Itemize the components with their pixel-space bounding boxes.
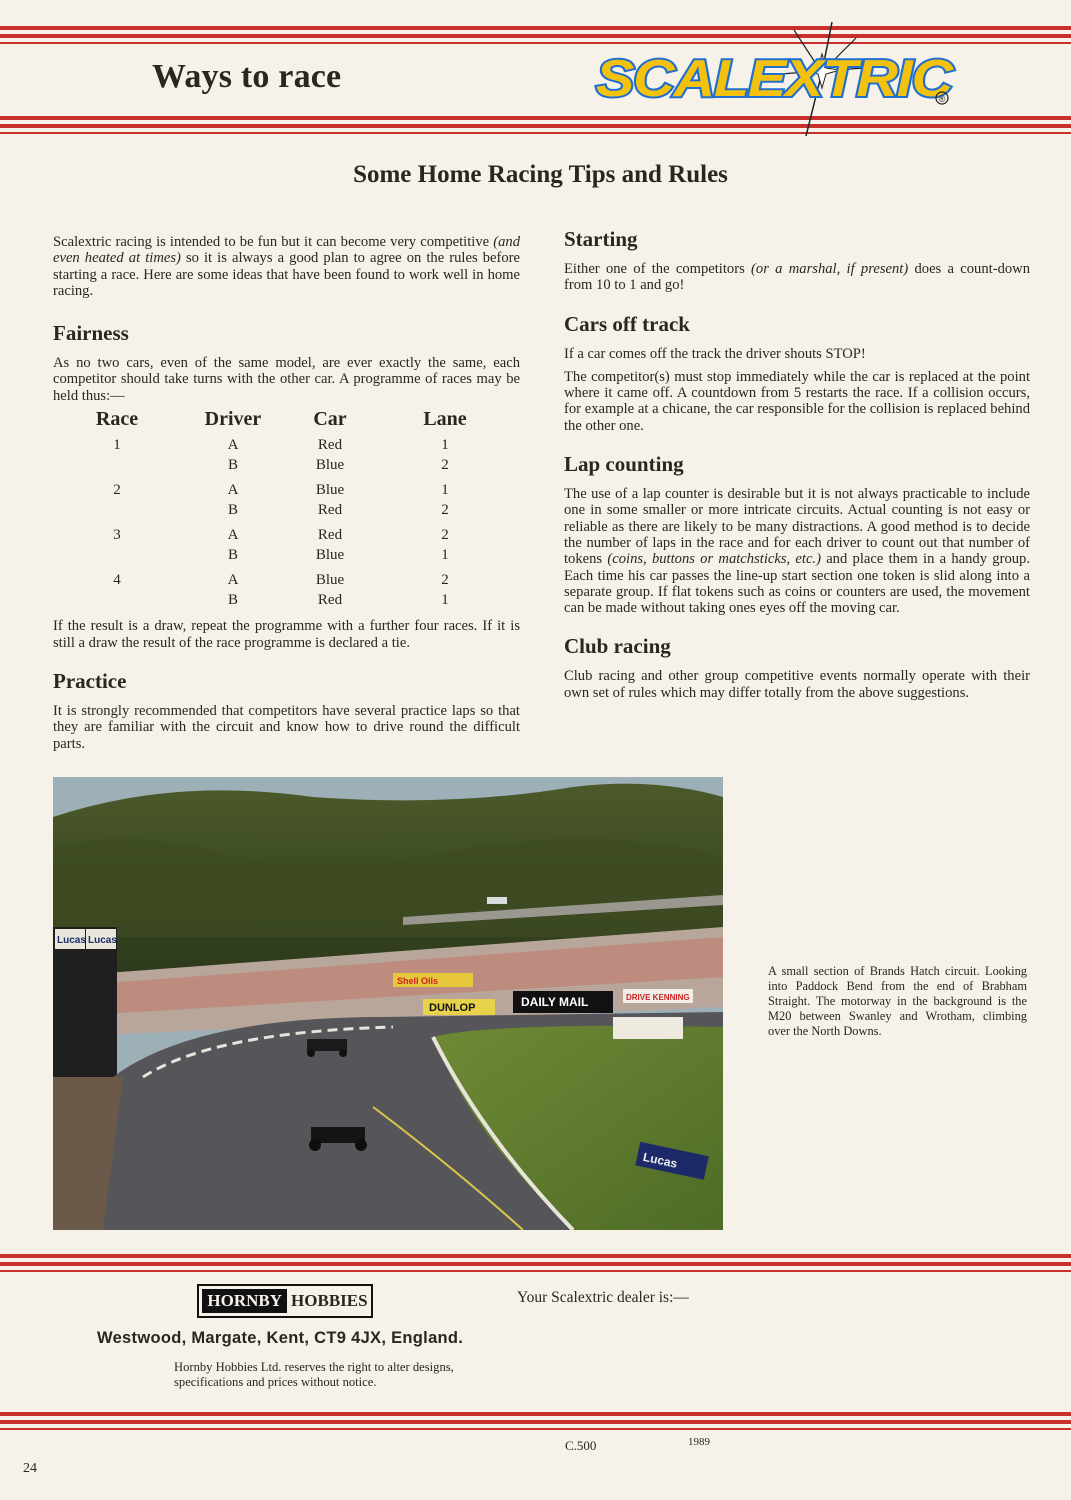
club-racing-heading: Club racing [564,634,671,659]
table-cell-driver: B [227,592,238,609]
table-cell-race [53,500,181,520]
table-cell-driver: A [227,572,239,589]
table-header-lane: Lane [423,408,467,431]
photo-sign-shell: Shell Oils [397,976,439,986]
photo-sign-lucas-2: Lucas [88,935,117,946]
cars-off-track-text-1: If a car comes off the track the driver shouts STOP! [564,345,866,362]
table-cell-lane: 2 [441,457,449,474]
table-cell-race: 3 [113,527,121,544]
table-cell-lane: 2 [441,502,449,519]
table-header-car: Car [313,408,347,431]
club-racing-section [564,634,1030,701]
table-row [53,570,515,590]
section-heading: Some Home Racing Tips and Rules [353,161,728,188]
brands-hatch-photo [53,777,723,1230]
table-cell-lane: 1 [441,592,449,609]
table-row [53,590,515,610]
table-row [53,525,515,545]
cars-off-track-section [564,312,1030,434]
table-cell-race: 4 [113,572,121,589]
table-row [53,455,515,475]
lap-counting-heading: Lap counting [564,452,684,477]
cars-off-track-text-2: The competitor(s) must stop immediately while the car is replaced at the point where it came off. A countdown from 5 restarts the race. If a collision occurs, for example at a chicane, the car responsible for the collision is replaced behind the other one. [564,368,1030,434]
table-cell-lane: 1 [441,437,449,454]
photo-sign-daily-mail: DAILY MAIL [521,995,589,1009]
bottom-stripes-upper [0,1254,1071,1276]
photo-sign-lucas-3: Lucas [641,1149,679,1171]
table-cell-driver: A [227,437,239,454]
cars-off-track-heading: Cars off track [564,311,690,336]
table-cell-car: Red [317,592,343,609]
table-row [53,480,515,500]
catalogue-year: 1989 [688,1436,710,1448]
table-cell-car: Red [317,437,343,454]
table-cell-race [53,455,181,475]
hornby-logo-right: HOBBIES [291,1291,368,1310]
practice-heading: Practice [53,668,127,693]
right-column [564,227,1030,719]
logo-wordmark: SCALEXTRIC [596,50,955,108]
page-number: 24 [23,1461,37,1476]
table-cell-lane: 2 [441,572,449,589]
photo-sign-lucas-1: Lucas [57,935,86,946]
rights-notice: Hornby Hobbies Ltd. reserves the right to alter designs, specifications and prices without notice. [174,1360,454,1389]
registered-mark: ® [938,94,946,104]
table-cell-race [53,590,181,610]
intro-paragraph: Scalextric racing is intended to be fun but it can become very competitive (and even heated at times) so it is always a good plan to agree on the rules before starting a race. Here are some ideas that have been found to work well in home racing. [53,234,520,299]
fairness-text: As no two cars, even of the same model, are ever exactly the same, each competitor should take turns with the other car. A programme of races may be held thus:— [53,355,520,404]
table-cell-race: 1 [113,437,121,454]
table-cell-car: Red [317,527,343,544]
race-programme-table [53,408,515,610]
lap-counting-section [564,452,1030,616]
table-cell-race [53,545,181,565]
page-title: Ways to race [152,58,342,95]
draw-text: If the result is a draw, repeat the programme with a further four races. If it is still a draw the result of the race programme is declared a tie. [53,618,520,651]
lap-counting-text: The use of a lap counter is desirable but it is not always practicable to include one in some smaller or more intricate circuits. Actual counting is not easy or reliable as there are likely to be many distractions. A good method is to decide the number of laps in the race and for each driver to count out that number of tokens (coins, buttons or matchsticks, etc.) and place them in a handy group. Each time his car passes the line-up start section one token is slid along into a separate group. If flat tokens such as coins or counters are used, the movement can be made without taking ones eyes off the moving car. [564,486,1030,617]
hornby-hobbies-logo [197,1284,373,1318]
company-address: Westwood, Margate, Kent, CT9 4JX, England. [97,1329,464,1347]
table-cell-race: 2 [113,482,121,499]
dealer-line: Your Scalextric dealer is:— [517,1289,689,1306]
table-cell-lane: 1 [441,482,449,499]
scalextric-logo [584,20,964,138]
table-cell-driver: B [227,457,238,474]
bottom-stripes-lower [0,1412,1071,1434]
photo-illustration [53,777,723,1230]
table-cell-car: Blue [315,482,345,499]
hornby-logo-left: HORNBY [202,1289,287,1313]
practice-text: It is strongly recommended that competitors have several practice laps so that they are familiar with the circuit and know how to drive round the difficult parts. [53,702,520,752]
table-header-race: Race [95,408,139,431]
catalogue-code: C.500 [565,1438,597,1453]
table-cell-car: Blue [315,457,345,474]
table-cell-car: Blue [315,547,345,564]
table-row [53,500,515,520]
fairness-heading: Fairness [53,321,129,346]
club-racing-text: Club racing and other group competitive events normally operate with their own set of rules which may differ totally from the above suggestions. [564,668,1030,701]
left-column [53,234,520,770]
photo-caption: A small section of Brands Hatch circuit. Looking into Paddock Bend from the end of Brabham Straight. The motorway in the background is the M20 between Swanley and Wrotham, climbing over the North Downs. [768,964,1027,1038]
table-row [53,435,515,455]
photo-sign-kenning: DRIVE KENNING [626,993,690,1002]
table-header-driver: Driver [204,408,262,431]
table-cell-lane: 2 [441,527,449,544]
caravan [613,1017,683,1039]
fairness-section [53,321,520,651]
table-cell-lane: 1 [441,547,449,564]
starting-heading: Starting [564,227,638,251]
photo-sign-dunlop: DUNLOP [429,1002,476,1014]
table-cell-driver: B [227,547,238,564]
practice-section [53,669,520,752]
table-cell-driver: B [227,502,238,519]
table-row [53,545,515,565]
starting-section [564,227,1030,294]
table-cell-car: Red [317,502,343,519]
scoreboard [53,927,117,1087]
table-cell-car: Blue [315,572,345,589]
table-cell-driver: A [227,482,239,499]
table-cell-driver: A [227,527,239,544]
starting-text: Either one of the competitors (or a marshal, if present) does a count-down from 10 to 1 and go! [564,261,1030,294]
